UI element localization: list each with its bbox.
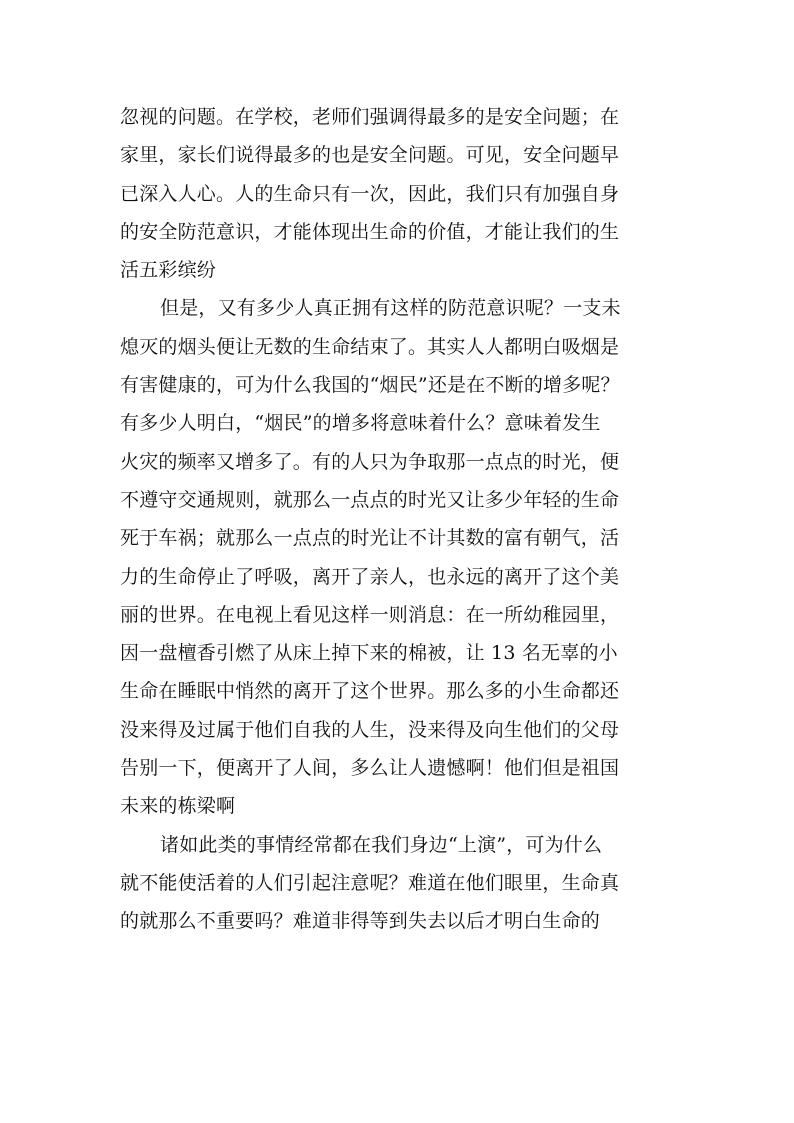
essay-body <box>120 98 680 941</box>
text-line: 没来得及过属于他们自我的人生，没来得及向生他们的父母 <box>120 718 620 741</box>
paragraph-start-line: 诸如此类的事情经常都在我们身边“上演”，可为什么 <box>160 833 603 856</box>
text-line: 死于车祸；就那么一点点的时光让不计其数的富有朝气，活 <box>120 527 620 550</box>
text-line: 就不能使活着的人们引起注意呢？难道在他们眼里，生命真 <box>120 871 620 894</box>
text-line: 家里，家长们说得最多的也是安全问题。可见，安全问题早 <box>120 144 620 167</box>
text-line: 生命在睡眠中悄然的离开了这个世界。那么多的小生命都还 <box>120 680 620 703</box>
text-line: 忽视的问题。在学校，老师们强调得最多的是安全问题；在 <box>120 106 620 128</box>
text-line: 熄灭的烟头便让无数的生命结束了。其实人人都明白吸烟是 <box>120 335 620 358</box>
text-line: 未来的栋梁啊 <box>120 795 236 818</box>
text-line: 活五彩缤纷 <box>120 259 217 282</box>
text-line: 的安全防范意识，才能体现出生命的价值，才能让我们的生 <box>120 220 620 243</box>
text-line: 已深入人心。人的生命只有一次，因此，我们只有加强自身 <box>120 182 620 205</box>
text-line: 告别一下，便离开了人间，多么让人遗憾啊！他们但是祖国 <box>120 757 620 780</box>
text-line: 有多少人明白，“烟民”的增多将意味着什么？意味着发生 <box>120 412 601 435</box>
text-line: 力的生命停止了呼吸，离开了亲人，也永远的离开了这个美 <box>120 565 620 588</box>
text-line: 有害健康的，可为什么我国的“烟民”还是在不断的增多呢？ <box>120 374 620 397</box>
text-line: 的就那么不重要吗？难道非得等到失去以后才明白生命的 <box>120 910 601 933</box>
paragraph-start-line: 但是，又有多少人真正拥有这样的防范意识呢？一支未 <box>160 297 621 320</box>
text-line: 因一盘檀香引燃了从床上掉下来的棉被，让 13 名无辜的小 <box>120 642 618 665</box>
text-line: 不遵守交通规则，就那么一点点的时光又让多少年轻的生命 <box>120 488 620 511</box>
text-line: 火灾的频率又增多了。有的人只为争取那一点点的时光，便 <box>120 450 620 473</box>
text-line: 丽的世界。在电视上看见这样一则消息：在一所幼稚园里， <box>120 603 620 626</box>
